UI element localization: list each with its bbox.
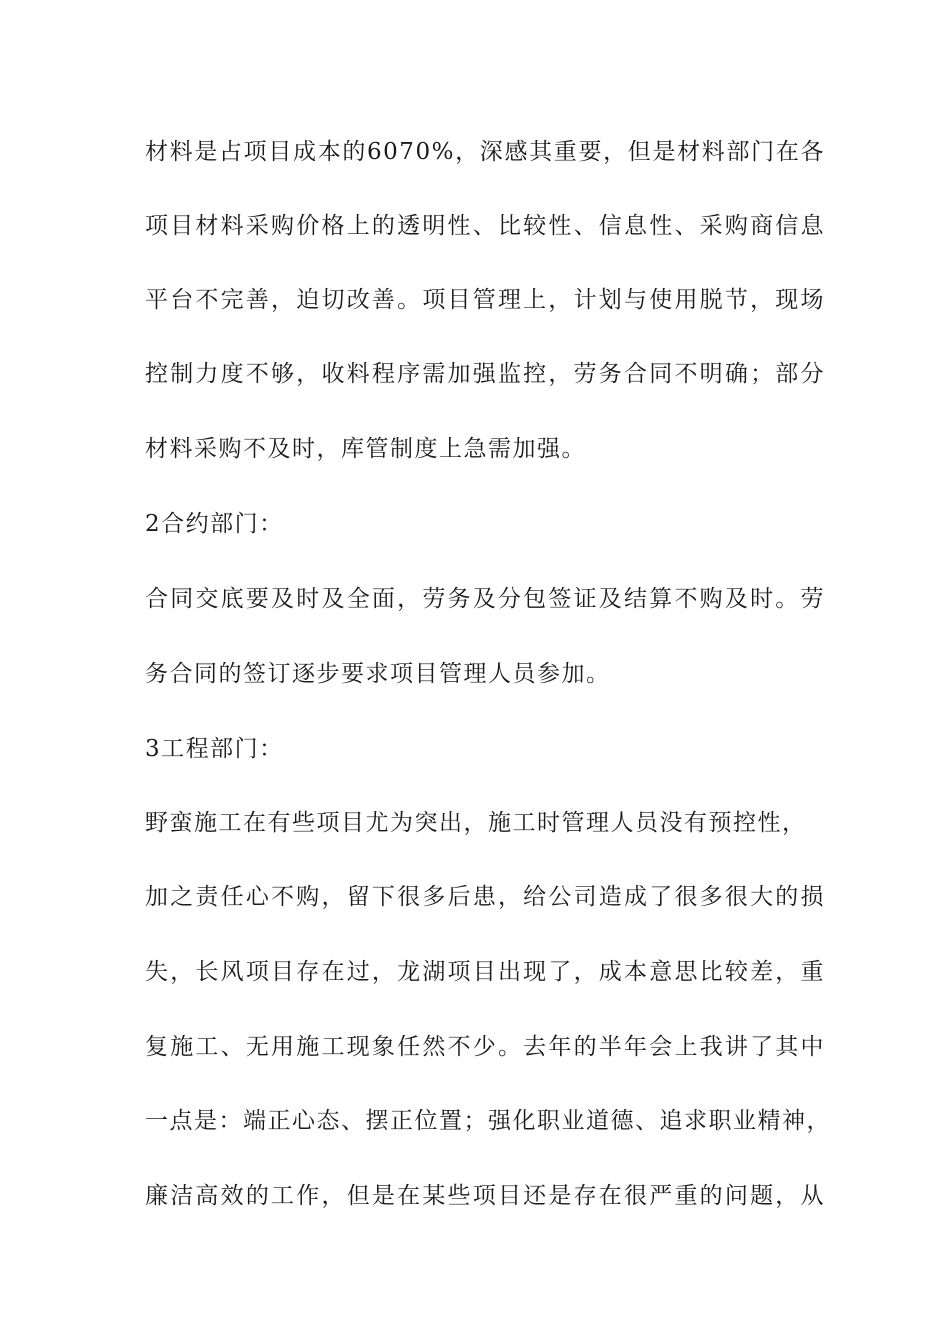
section-heading: 2合约部门： [145, 511, 284, 537]
paragraph-line: 务合同的签订逐步要求项目管理人员参加。 [145, 661, 611, 687]
paragraph-line: 复施工、无用施工现象任然不少。去年的半年会上我讲了其中 [145, 1034, 825, 1060]
paragraph-line: 廉洁高效的工作，但是在某些项目还是存在很严重的问题，从 [145, 1183, 825, 1209]
paragraph-line: 材料采购不及时，库管制度上急需加强。 [145, 436, 586, 462]
paragraph-line: 材料是占项目成本的6070%，深感其重要，但是材料部门在各 [145, 139, 825, 165]
paragraph-line: 平台不完善，迫切改善。项目管理上，计划与使用脱节，现场 [145, 287, 825, 313]
paragraph-line: 失，长风项目存在过，龙湖项目出现了，成本意思比较差，重 [145, 959, 825, 985]
paragraph-line: 加之责任心不购，留下很多后患，给公司造成了很多很大的损 [145, 884, 825, 910]
paragraph-line: 野蛮施工在有些项目尤为突出，施工时管理人员没有预控性， [145, 810, 807, 836]
paragraph-line: 控制力度不够，收料程序需加强监控，劳务合同不明确；部分 [145, 361, 825, 387]
paragraph-line: 合同交底要及时及全面，劳务及分包签证及结算不购及时。劳 [145, 586, 825, 612]
section-heading: 3工程部门： [145, 736, 284, 762]
paragraph-line: 一点是：端正心态、摆正位置；强化职业道德、追求职业精神， [145, 1108, 831, 1134]
paragraph-line: 项目材料采购价格上的透明性、比较性、信息性、采购商信息 [145, 213, 825, 239]
